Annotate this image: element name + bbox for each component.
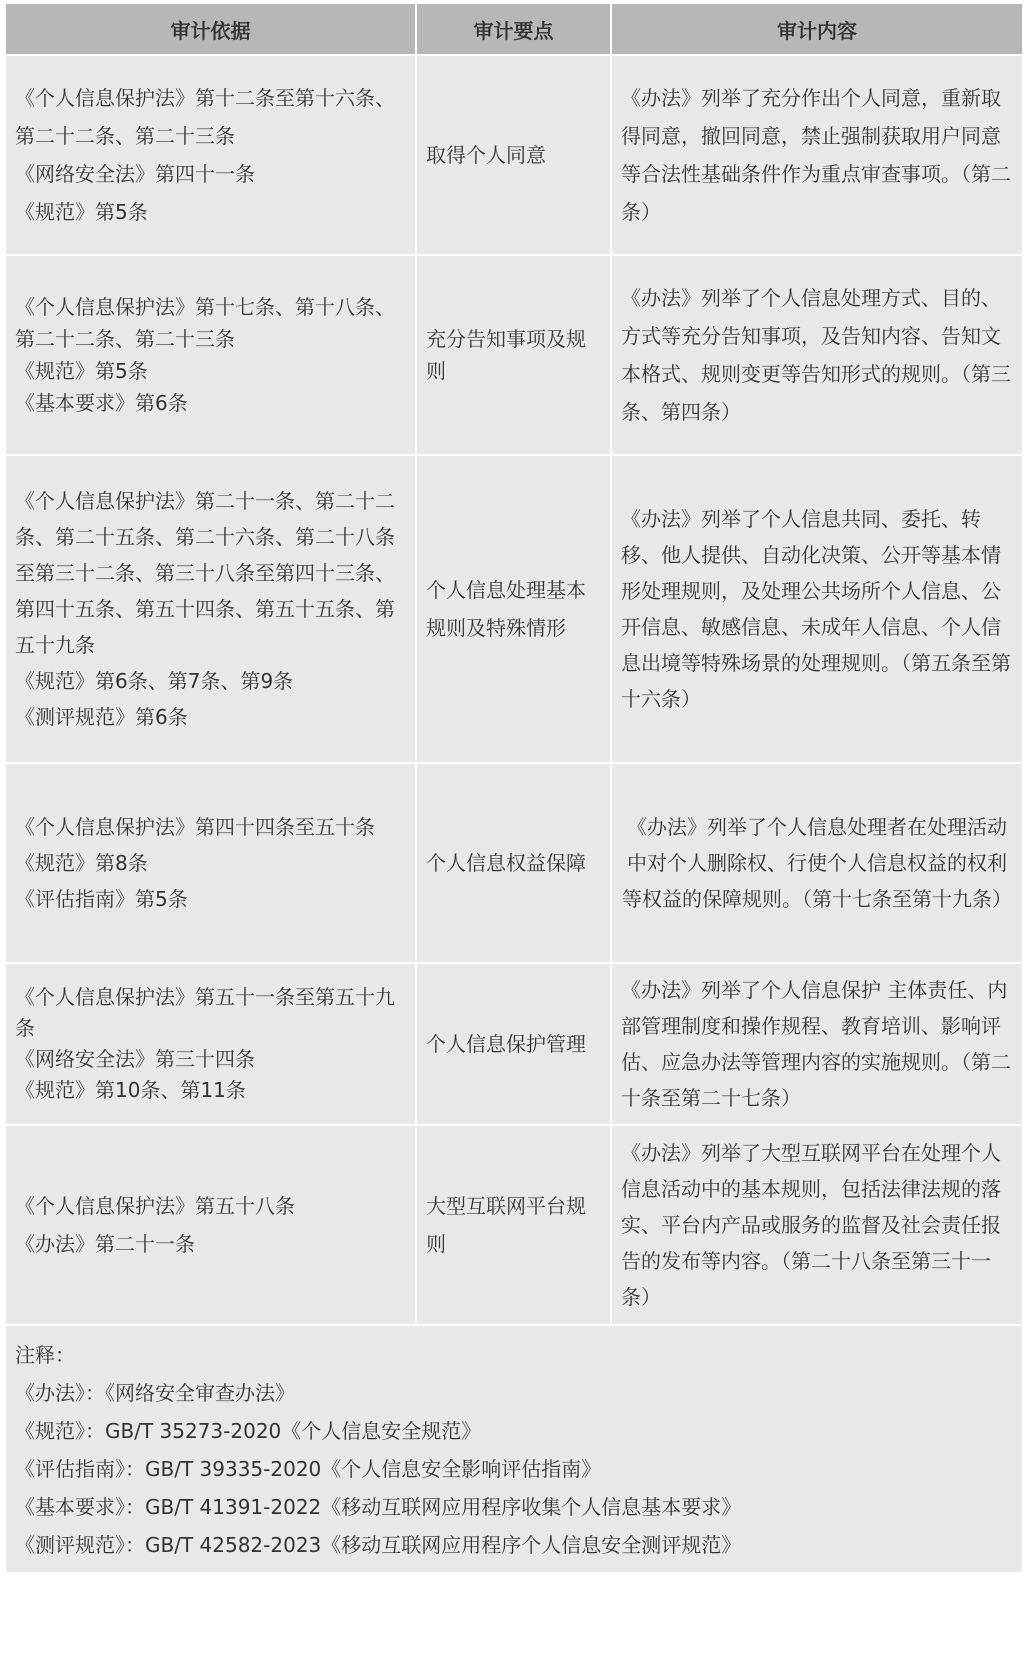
- table-row: [6, 455, 1022, 763]
- table-header-row: [6, 4, 1022, 55]
- audit-content-cell: 《办法》列举了大型互联网平台在处理个人信息活动中的基本规则，包括法律法规的落实、平台内产品或服务的监督及社会责任报告的发布等内容。（第二十八条至第三十一条）: [611, 1125, 1022, 1325]
- table-row: [6, 763, 1022, 963]
- basis-cell: [6, 963, 416, 1125]
- basis-line: 《个人信息保护法》第二十一条、第二十二条、第二十五条、第二十六条、第二十八条至第三十二条、第三十八条至第四十三条、第四十五条、第五十四条、第五十五条、第五十九条: [15, 489, 395, 657]
- header-audit-basis: 审计依据: [6, 4, 416, 55]
- audit-table: [6, 4, 1022, 1326]
- audit-point-cell: 大型互联网平台规则: [416, 1125, 611, 1325]
- basis-line: 《规范》第5条: [15, 200, 148, 224]
- basis-line: 《办法》第二十一条: [15, 1232, 195, 1256]
- notes-section: [6, 1326, 1022, 1572]
- basis-cell: [6, 763, 416, 963]
- note-item: 《规范》：GB/T 35273-2020《个人信息安全规范》: [15, 1419, 482, 1443]
- audit-point-cell: 取得个人同意: [416, 55, 611, 255]
- note-item: 《评估指南》：GB/T 39335-2020《个人信息安全影响评估指南》: [15, 1457, 602, 1481]
- notes-title: 注释：: [15, 1343, 75, 1367]
- audit-point-cell: 个人信息处理基本规则及特殊情形: [416, 455, 611, 763]
- basis-line: 《基本要求》第6条: [15, 391, 188, 415]
- audit-content-cell: 《办法》列举了个人信息保护 主体责任、内部管理制度和操作规程、教育培训、影响评估、应急办法等管理内容的实施规则。（第二十条至第二十七条）: [611, 963, 1022, 1125]
- table-row: [6, 255, 1022, 455]
- audit-point-cell: 个人信息权益保障: [416, 763, 611, 963]
- basis-line: 《规范》第6条、第7条、第9条: [15, 669, 294, 693]
- basis-cell: [6, 455, 416, 763]
- header-audit-points: 审计要点: [416, 4, 611, 55]
- table-row: [6, 963, 1022, 1125]
- basis-line: 《个人信息保护法》第十七条、第十八条、第二十二条、第二十三条: [15, 295, 395, 351]
- note-item: 《办法》：《网络安全审查办法》: [15, 1381, 295, 1405]
- audit-table-container: [6, 4, 1022, 1572]
- basis-line: 《评估指南》第5条: [15, 887, 188, 911]
- basis-line: 《测评规范》第6条: [15, 705, 188, 729]
- basis-line: 《个人信息保护法》第四十四条至五十条: [15, 815, 375, 839]
- audit-content-cell: 《办法》列举了个人信息处理者在处理活动中对个人删除权、行使个人信息权益的权利等权益的保障规则。（第十七条至第十九条）: [611, 763, 1022, 963]
- basis-cell: [6, 1125, 416, 1325]
- note-item: 《测评规范》：GB/T 42582-2023《移动互联网应用程序个人信息安全测评规范》: [15, 1533, 742, 1557]
- audit-point-cell: 个人信息保护管理: [416, 963, 611, 1125]
- header-audit-content: 审计内容: [611, 4, 1022, 55]
- basis-line: 《规范》第10条、第11条: [15, 1078, 246, 1102]
- audit-content-cell: 《办法》列举了充分作出个人同意，重新取得同意，撤回同意，禁止强制获取用户同意等合法性基础条件作为重点审查事项。（第二条）: [611, 55, 1022, 255]
- basis-line: 《规范》第5条: [15, 359, 148, 383]
- basis-line: 《个人信息保护法》第五十一条至第五十九条: [15, 985, 395, 1040]
- audit-content-cell: 《办法》列举了个人信息共同、委托、转移、他人提供、自动化决策、公开等基本情形处理规则，及处理公共场所个人信息、公开信息、敏感信息、未成年人信息、个人信息出境等特殊场景的处理规则。（第五条至第十六条）: [611, 455, 1022, 763]
- table-row: [6, 55, 1022, 255]
- basis-line: 《个人信息保护法》第十二条至第十六条、第二十二条、第二十三条: [15, 86, 395, 148]
- basis-cell: [6, 255, 416, 455]
- basis-line: 《网络安全法》第三十四条: [15, 1047, 255, 1071]
- basis-line: 《规范》第8条: [15, 851, 148, 875]
- basis-line: 《个人信息保护法》第五十八条: [15, 1194, 295, 1218]
- table-row: [6, 1125, 1022, 1325]
- basis-line: 《网络安全法》第四十一条: [15, 162, 255, 186]
- basis-cell: [6, 55, 416, 255]
- audit-content-cell: 《办法》列举了个人信息处理方式、目的、方式等充分告知事项，及告知内容、告知文本格式、规则变更等告知形式的规则。（第三条、第四条）: [611, 255, 1022, 455]
- note-item: 《基本要求》：GB/T 41391-2022《移动互联网应用程序收集个人信息基本要求》: [15, 1495, 742, 1519]
- audit-point-cell: 充分告知事项及规则: [416, 255, 611, 455]
